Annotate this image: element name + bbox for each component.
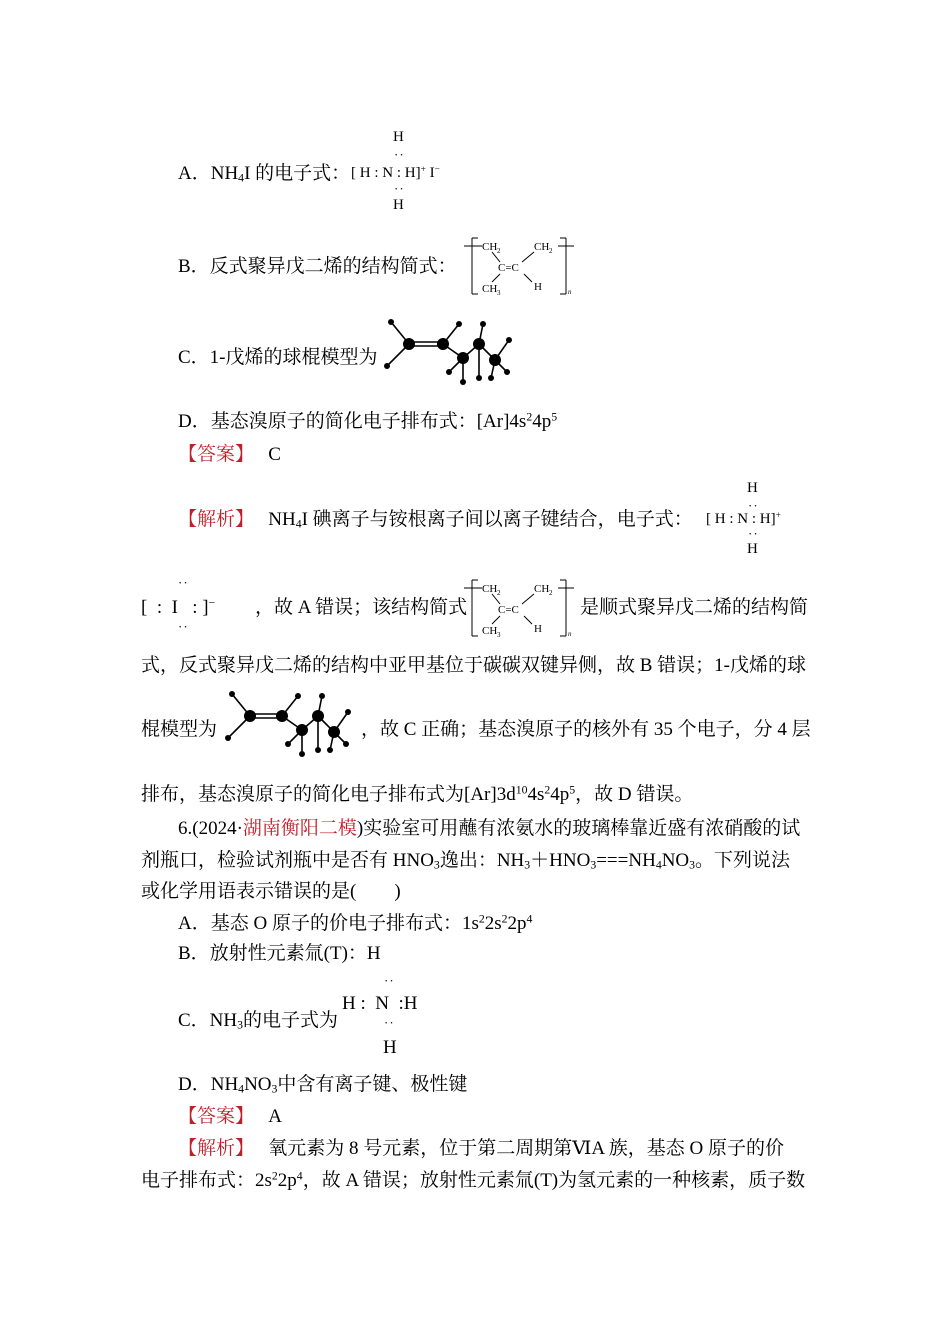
svg-text:2: 2	[549, 247, 553, 255]
svg-text:3: 3	[497, 631, 501, 639]
svg-text:2: 2	[549, 589, 553, 597]
q5-analysis-line-4b: ，故 C 正确；基态溴原子的核外有 35 个电子，分 4 层	[361, 719, 811, 740]
trans-polyisoprene-structure	[462, 236, 582, 298]
svg-text:2: 2	[497, 247, 501, 255]
q5-analysis-line-1: 【解析】 $NH_4I$ 碘离子与铵根离子间以离子键结合，电子式：	[178, 509, 693, 531]
q6-stem-line-1: 6.(2024·湖南衡阳二模)实验室可用蘸有浓氨水的玻璃棒靠近盛有浓硝酸的试	[178, 818, 801, 839]
answer-label: 【答案】	[178, 444, 255, 465]
analysis-label: 【解析】	[178, 1138, 255, 1159]
q6-option-d: D．$NH_4NO_3$中含有离子键、极性键	[178, 1074, 468, 1096]
svg-text:CH: CH	[482, 583, 498, 595]
answer-label: 【答案】	[178, 1106, 255, 1127]
formula-h-bottom: H	[393, 197, 404, 213]
pentene-ball-stick-model-2	[224, 688, 364, 764]
q6-option-c: C．$NH_3$的电子式为	[178, 1010, 339, 1032]
svg-text:n: n	[568, 288, 572, 296]
q6-stem-line-2: 剂瓶口，检验试剂瓶中是否有 $HNO_3$逸出：$NH_3+HNO_3===NH_4NO_3$。下列说法	[141, 850, 791, 872]
q6-option-b: B．放射性元素氚(T)：H	[178, 943, 381, 964]
question-source: 湖南衡阳二模	[242, 818, 357, 839]
q5-analysis-line-5: 排布，基态溴原子的简化电子排布式为$[Ar]3d^{10}4s^24p^5$，故 D 错误。	[141, 783, 694, 805]
svg-text:n: n	[568, 630, 572, 638]
svg-text:2: 2	[497, 589, 501, 597]
pentene-ball-stick-model-1	[383, 316, 523, 392]
svg-text:H: H	[534, 623, 542, 635]
q5-answer: 【答案】 C	[178, 444, 281, 465]
svg-text:H: H	[534, 281, 542, 293]
svg-text:CH: CH	[482, 283, 498, 295]
q6-stem-line-3: 或化学用语表示错误的是( )	[141, 881, 401, 902]
svg-text:C=C: C=C	[498, 262, 519, 274]
analysis-label: 【解析】	[178, 509, 255, 530]
q6-analysis-line-1: 【解析】 氧元素为 8 号元素，位于第二周期第ⅥA 族，基态 O 原子的价	[178, 1138, 785, 1159]
svg-text:CH: CH	[482, 241, 498, 253]
q5-analysis-line-4a: 棍模型为	[141, 719, 218, 740]
q5-option-c: C．1-戊烯的球棍模型为	[178, 347, 378, 368]
q6-answer: 【答案】 A	[178, 1106, 282, 1127]
q5-analysis-line-2a: ，故 A 错误；该结构简式	[255, 597, 468, 618]
q5-option-d: D．基态溴原子的简化电子排布式：$[Ar]4s^24p^5$	[178, 410, 558, 432]
q5-option-a: A．$NH_4I$ 的电子式：	[178, 163, 351, 185]
svg-text:C=C: C=C	[498, 604, 519, 616]
q5-analysis-line-2b: 是顺式聚异戊二烯的结构简	[580, 597, 809, 618]
svg-text:CH: CH	[534, 583, 550, 595]
svg-text:3: 3	[497, 289, 501, 297]
svg-text:CH: CH	[482, 625, 498, 637]
q6-analysis-line-2: 电子排布式：$2s^22p^4$，故 A 错误；放射性元素氚(T)为氢元素的一种核素，质子数	[141, 1169, 806, 1191]
q6-option-a: A．基态 O 原子的价电子排布式：$1s^22s^22p^4$	[178, 912, 533, 934]
q5-analysis-line-3: 式，反式聚异戊二烯的结构中亚甲基位于碳碳双键异侧，故 B 错误；1-戊烯的球	[141, 655, 807, 676]
formula-h-top: H	[393, 129, 404, 145]
formula-bracket-line: [ H : N : H]+ I−	[351, 164, 440, 181]
svg-text:CH: CH	[534, 241, 550, 253]
cis-polyisoprene-structure	[462, 578, 582, 640]
q5-option-b: B．反式聚异戊二烯的结构简式：	[178, 256, 457, 277]
